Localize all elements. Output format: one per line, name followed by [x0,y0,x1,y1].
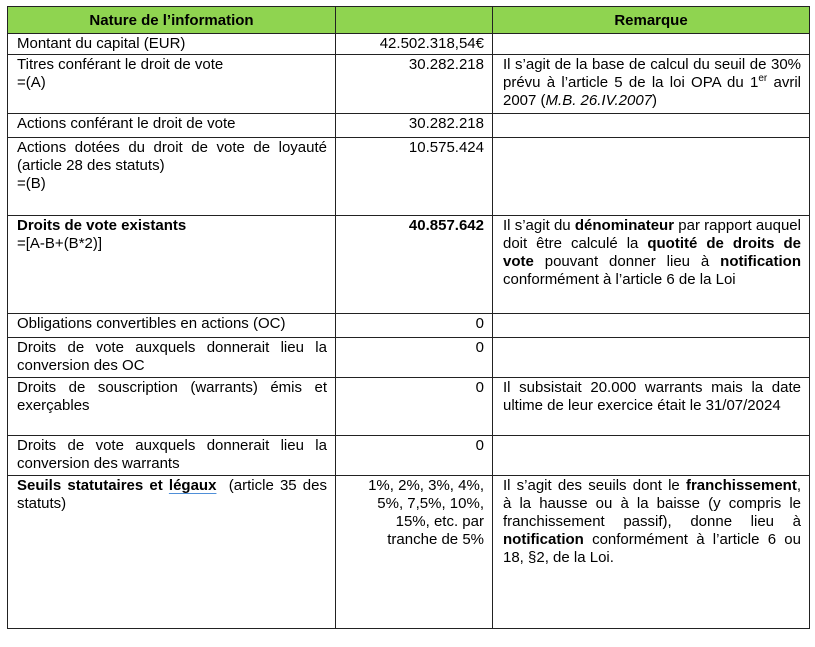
header-value [336,7,493,34]
remark-text: pouvant donner lieu à [533,253,721,270]
table-header-row [8,7,810,34]
remark-emphasis: franchissement [685,477,797,494]
row-label-text: (article 35 des statuts) [17,477,332,512]
table-row [8,55,810,114]
remark-reference: M.B. 26.IV.2007 [545,92,652,109]
row-remark [493,55,810,114]
row-label: Droits de vote auxquels donnerait lieu la conversion des OC [8,338,336,378]
table-row [8,138,810,216]
remark-emphasis: quotité de droits de vote [503,235,801,270]
header-nature: Nature de l’information [8,7,336,34]
row-value: 1%, 2%, 3%, 4%, 5%, 7,5%, 10%, 15%, etc. par tranche de 5% [336,476,493,629]
table-row [8,114,810,138]
row-label-formula: =(A) [17,74,46,91]
row-label-formula: =(B) [17,175,46,192]
row-value: 0 [336,338,493,378]
row-label: Droits de souscription (warrants) émis et exerçables [8,378,336,436]
row-value: 0 [336,314,493,338]
information-table [7,6,810,629]
remark-emphasis: dénominateur [574,217,675,234]
table-row [8,378,810,436]
row-remark: Il subsistait 20.000 warrants mais la date ultime de leur exercice était le 31/07/2024 [493,378,810,436]
table-row [8,338,810,378]
row-label [8,216,336,314]
row-label: Montant du capital (EUR) [8,34,336,55]
row-value: 0 [336,378,493,436]
row-value: 30.282.218 [336,55,493,114]
row-label: Obligations convertibles en actions (OC) [8,314,336,338]
remark-text: Il s’agit du [503,217,575,234]
row-label-text: Titres conférant le droit de vote [17,56,224,73]
row-label [8,476,336,629]
remark-text: avril 2007 ( [503,74,801,109]
row-label-formula: =[A-B+(B*2)] [17,235,103,252]
row-label [8,55,336,114]
table-row [8,34,810,55]
row-label: Droits de vote auxquels donnerait lieu la conversion des warrants [8,436,336,476]
table-row [8,476,810,629]
table-row [8,436,810,476]
remark-text: Il s’agit de la base de calcul du seuil de 30% prévu à l’article 5 de la loi OPA du 1 [503,56,801,91]
remark-emphasis: notification [503,531,584,548]
row-label-link[interactable]: légaux [168,477,217,494]
row-remark [493,436,810,476]
remark-text: Il s’agit des seuils dont le [503,477,686,494]
remark-emphasis: notification [720,253,801,270]
remark-text: ) [652,92,657,109]
row-value: 10.575.424 [336,138,493,216]
row-remark [493,476,810,629]
row-value: 40.857.642 [336,216,493,314]
row-remark [493,114,810,138]
row-label-text: Actions dotées du droit de vote de loyauté (article 28 des statuts) [17,139,327,174]
row-remark [493,216,810,314]
row-value: 30.282.218 [336,114,493,138]
row-value: 42.502.318,54€ [336,34,493,55]
row-remark [493,314,810,338]
row-remark [493,338,810,378]
remark-text: , à la hausse ou à la baisse (y compris le franchissement passif), donne lieu à [503,477,801,530]
remark-sup: er [758,73,768,84]
table-row [8,216,810,314]
row-label-text: Droits de vote existants [17,217,187,234]
row-remark [493,138,810,216]
row-value: 0 [336,436,493,476]
row-remark [493,34,810,55]
row-label [8,138,336,216]
remark-text: conformément à l’article 6 de la Loi [503,271,736,288]
header-remarque: Remarque [493,7,810,34]
remark-text: par rapport auquel doit être calculé la [503,217,801,252]
table-row [8,314,810,338]
document-page [7,6,810,629]
row-label-text: Seuils statutaires et [17,477,169,494]
remark-text: conformément à l’article 6 ou 18, §2, de la Loi. [503,531,801,566]
row-label: Actions conférant le droit de vote [8,114,336,138]
